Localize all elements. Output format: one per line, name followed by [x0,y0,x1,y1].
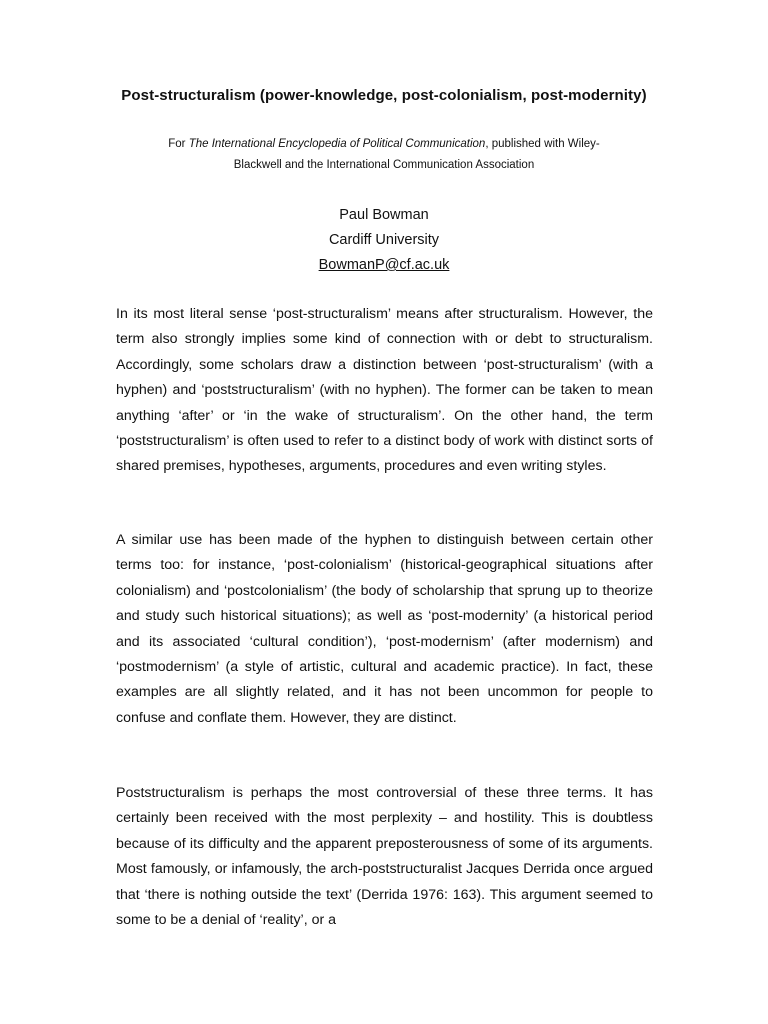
publication-note-suffix: , published with Wiley- [485,138,600,150]
author-email-link[interactable]: BowmanP@cf.ac.uk [318,257,450,273]
body-paragraph-2: A similar use has been made of the hyphen to distinguish between certain other terms too: for instance, ‘post-colonialism’ (historical-geographical situations after colonialism) and ‘postcolonialism’ (the body of scholarship that sprung up to theorize and study such historical situations); as well as ‘post-modernity’ (a historical period and its associated ‘cultural condition’), ‘post-modernism’ (after modernism) and ‘postmodernism’ (a style of artistic, cultural and academic practice). In fact, these examples are all slightly related, and it has not been uncommon for people to confuse and conflate them. However, they are distinct. [116,532,653,726]
body-paragraph-3: Poststructuralism is perhaps the most controversial of these three terms. It has certainly been received with the most perplexity – and hostility. This is doubtless because of its difficulty and the apparent preposterousness of some of its arguments. Most famously, or infamously, the arch-poststructuralist Jacques Derrida once argued that ‘there is nothing outside the text’ (Derrida 1976: 163). This argument seemed to some to be a denial of ‘reality’, or a [116,785,653,929]
publication-note-prefix: For [168,138,189,150]
author-block [0,203,768,278]
body-paragraph-1: In its most literal sense ‘post-structuralism’ means after structuralism. However, the term also strongly implies some kind of connection with or debt to structuralism. Accordingly, some scholars draw a distinction between ‘post-structuralism’ (with a hyphen) and ‘poststructuralism’ (with no hyphen). The former can be taken to mean anything ‘after’ or ‘in the wake of structuralism’. On the other hand, the term ‘poststructuralism’ is often used to refer to a distinct body of work with distinct sorts of shared premises, hypotheses, arguments, procedures and even writing styles. [116,306,653,475]
publication-note [120,134,648,176]
publication-title: The International Encyclopedia of Political Communication [188,138,486,150]
publication-note-line2: Blackwell and the International Communication Association [233,159,535,171]
document-title: Post-structuralism (power-knowledge, post-colonialism, post-modernity) [121,87,647,104]
author-affiliation: Cardiff University [328,232,440,248]
author-name: Paul Bowman [339,207,429,223]
